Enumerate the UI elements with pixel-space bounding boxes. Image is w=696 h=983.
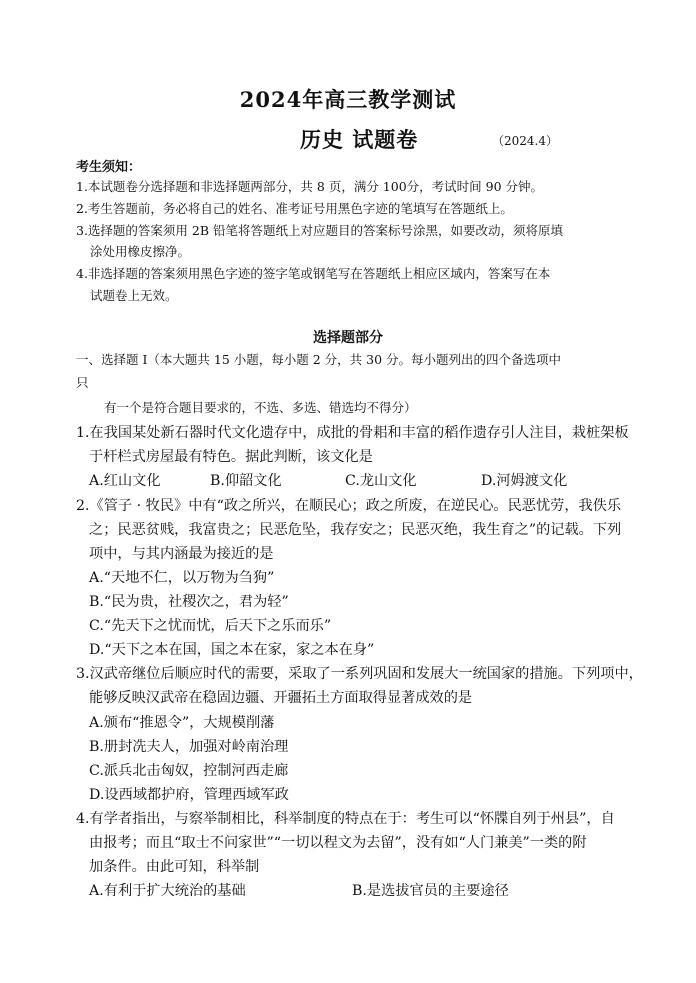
question-4-option-b: B.是选拔官员的主要途径: [352, 883, 509, 899]
question-3-text: 3.汉武帝继位后顺应时代的需要，采取了一系列巩固和发展大一统国家的措施。下列项中，: [76, 666, 643, 682]
notice-item: 试题卷上无效。: [90, 288, 178, 303]
exam-title: 2024年高三教学测试: [239, 87, 457, 112]
section-intro: 有一个是符合题目要求的，不选、多选、错选均不得分）: [104, 400, 417, 415]
question-4-text: 4.有学者指出，与察举制相比，科举制度的特点在于：考生可以“怀牒自列于州县”，自: [76, 811, 615, 827]
notice-heading: 考生须知：: [76, 160, 142, 175]
section-intro: 只: [76, 375, 89, 390]
question-2-text: 项中，与其内涵最为接近的是: [89, 546, 274, 562]
question-1-text: 于杆栏式房屋最有特色。据此判断，该文化是: [89, 449, 373, 465]
question-3-text: 能够反映汉武帝在稳固边疆、开疆拓土方面取得显著成效的是: [89, 690, 473, 706]
notice-item: 1.本试题卷分选择题和非选择题两部分，共 8 页，满分 100分，考试时间 90 分钟。: [76, 179, 544, 194]
question-2-option-d: D.“天下之本在国，国之本在家，家之本在身”: [89, 642, 375, 658]
question-2-option-c: C.“先天下之忧而忧，后天下之乐而乐”: [89, 618, 332, 634]
question-3-option-b: B.册封冼夫人，加强对岭南治理: [89, 739, 289, 755]
notice-item: 4.非选择题的答案须用黑色字迹的签字笔或钢笔写在答题纸上相应区域内，答案写在本: [76, 266, 551, 281]
question-2-option-a: A.“天地不仁，以万物为刍狗”: [89, 570, 275, 586]
question-3-option-d: D.设西域都护府，管理西域军政: [89, 787, 289, 803]
exam-subtitle: 历史 试题卷: [300, 127, 419, 152]
question-1-option-b: B.仰韶文化: [210, 473, 282, 489]
notice-item: 2.考生答题前，务必将自己的姓名、准考证号用黑色字迹的笔填写在答题纸上。: [76, 201, 513, 216]
section-title: 选择题部分: [313, 330, 383, 346]
section-intro: 一、选择题 Ⅰ（本大题共 15 小题，每小题 2 分，共 30 分。每小题列出的四个备选项中: [76, 352, 562, 367]
question-1-option-c: C.龙山文化: [345, 473, 417, 489]
question-1-text: 1.在我国某处新石器时代文化遗存中，成批的骨耜和丰富的稻作遗存引人注目，栽桩架板: [76, 425, 629, 441]
exam-date: （2024.4）: [492, 134, 558, 148]
question-3-option-c: C.派兵北击匈奴，控制河西走廊: [89, 763, 289, 779]
question-2-option-b: B.“民为贵，社稷次之，君为轻”: [89, 594, 289, 610]
notice-item: 涂处用橡皮擦净。: [90, 244, 191, 259]
question-1-option-d: D.河姆渡文化: [481, 473, 568, 489]
question-4-text: 加条件。由此可知，科举制: [89, 859, 260, 875]
question-4-option-a: A.有利于扩大统治的基础: [89, 883, 246, 899]
notice-item: 3.选择题的答案须用 2B 铅笔将答题纸上对应题目的答案标号涂黑，如要改动，须将原填: [76, 223, 564, 238]
question-3-option-a: A.颁布“推恩令”，大规模削藩: [89, 715, 275, 731]
question-1-option-a: A.红山文化: [89, 473, 161, 489]
question-4-text: 由报考；而且“取士不问家世”“一切以程文为去留”，没有如“人门兼美”一类的附: [89, 835, 587, 851]
question-2-text: 2.《管子 · 牧民》中有“政之所兴，在顺民心；政之所废，在逆民心。民恶忧劳，我佚乐: [76, 498, 622, 514]
question-2-text: 之；民恶贫贱，我富贵之；民恶危坠，我存安之；民恶灭绝，我生育之”的记载。下列: [89, 522, 622, 538]
